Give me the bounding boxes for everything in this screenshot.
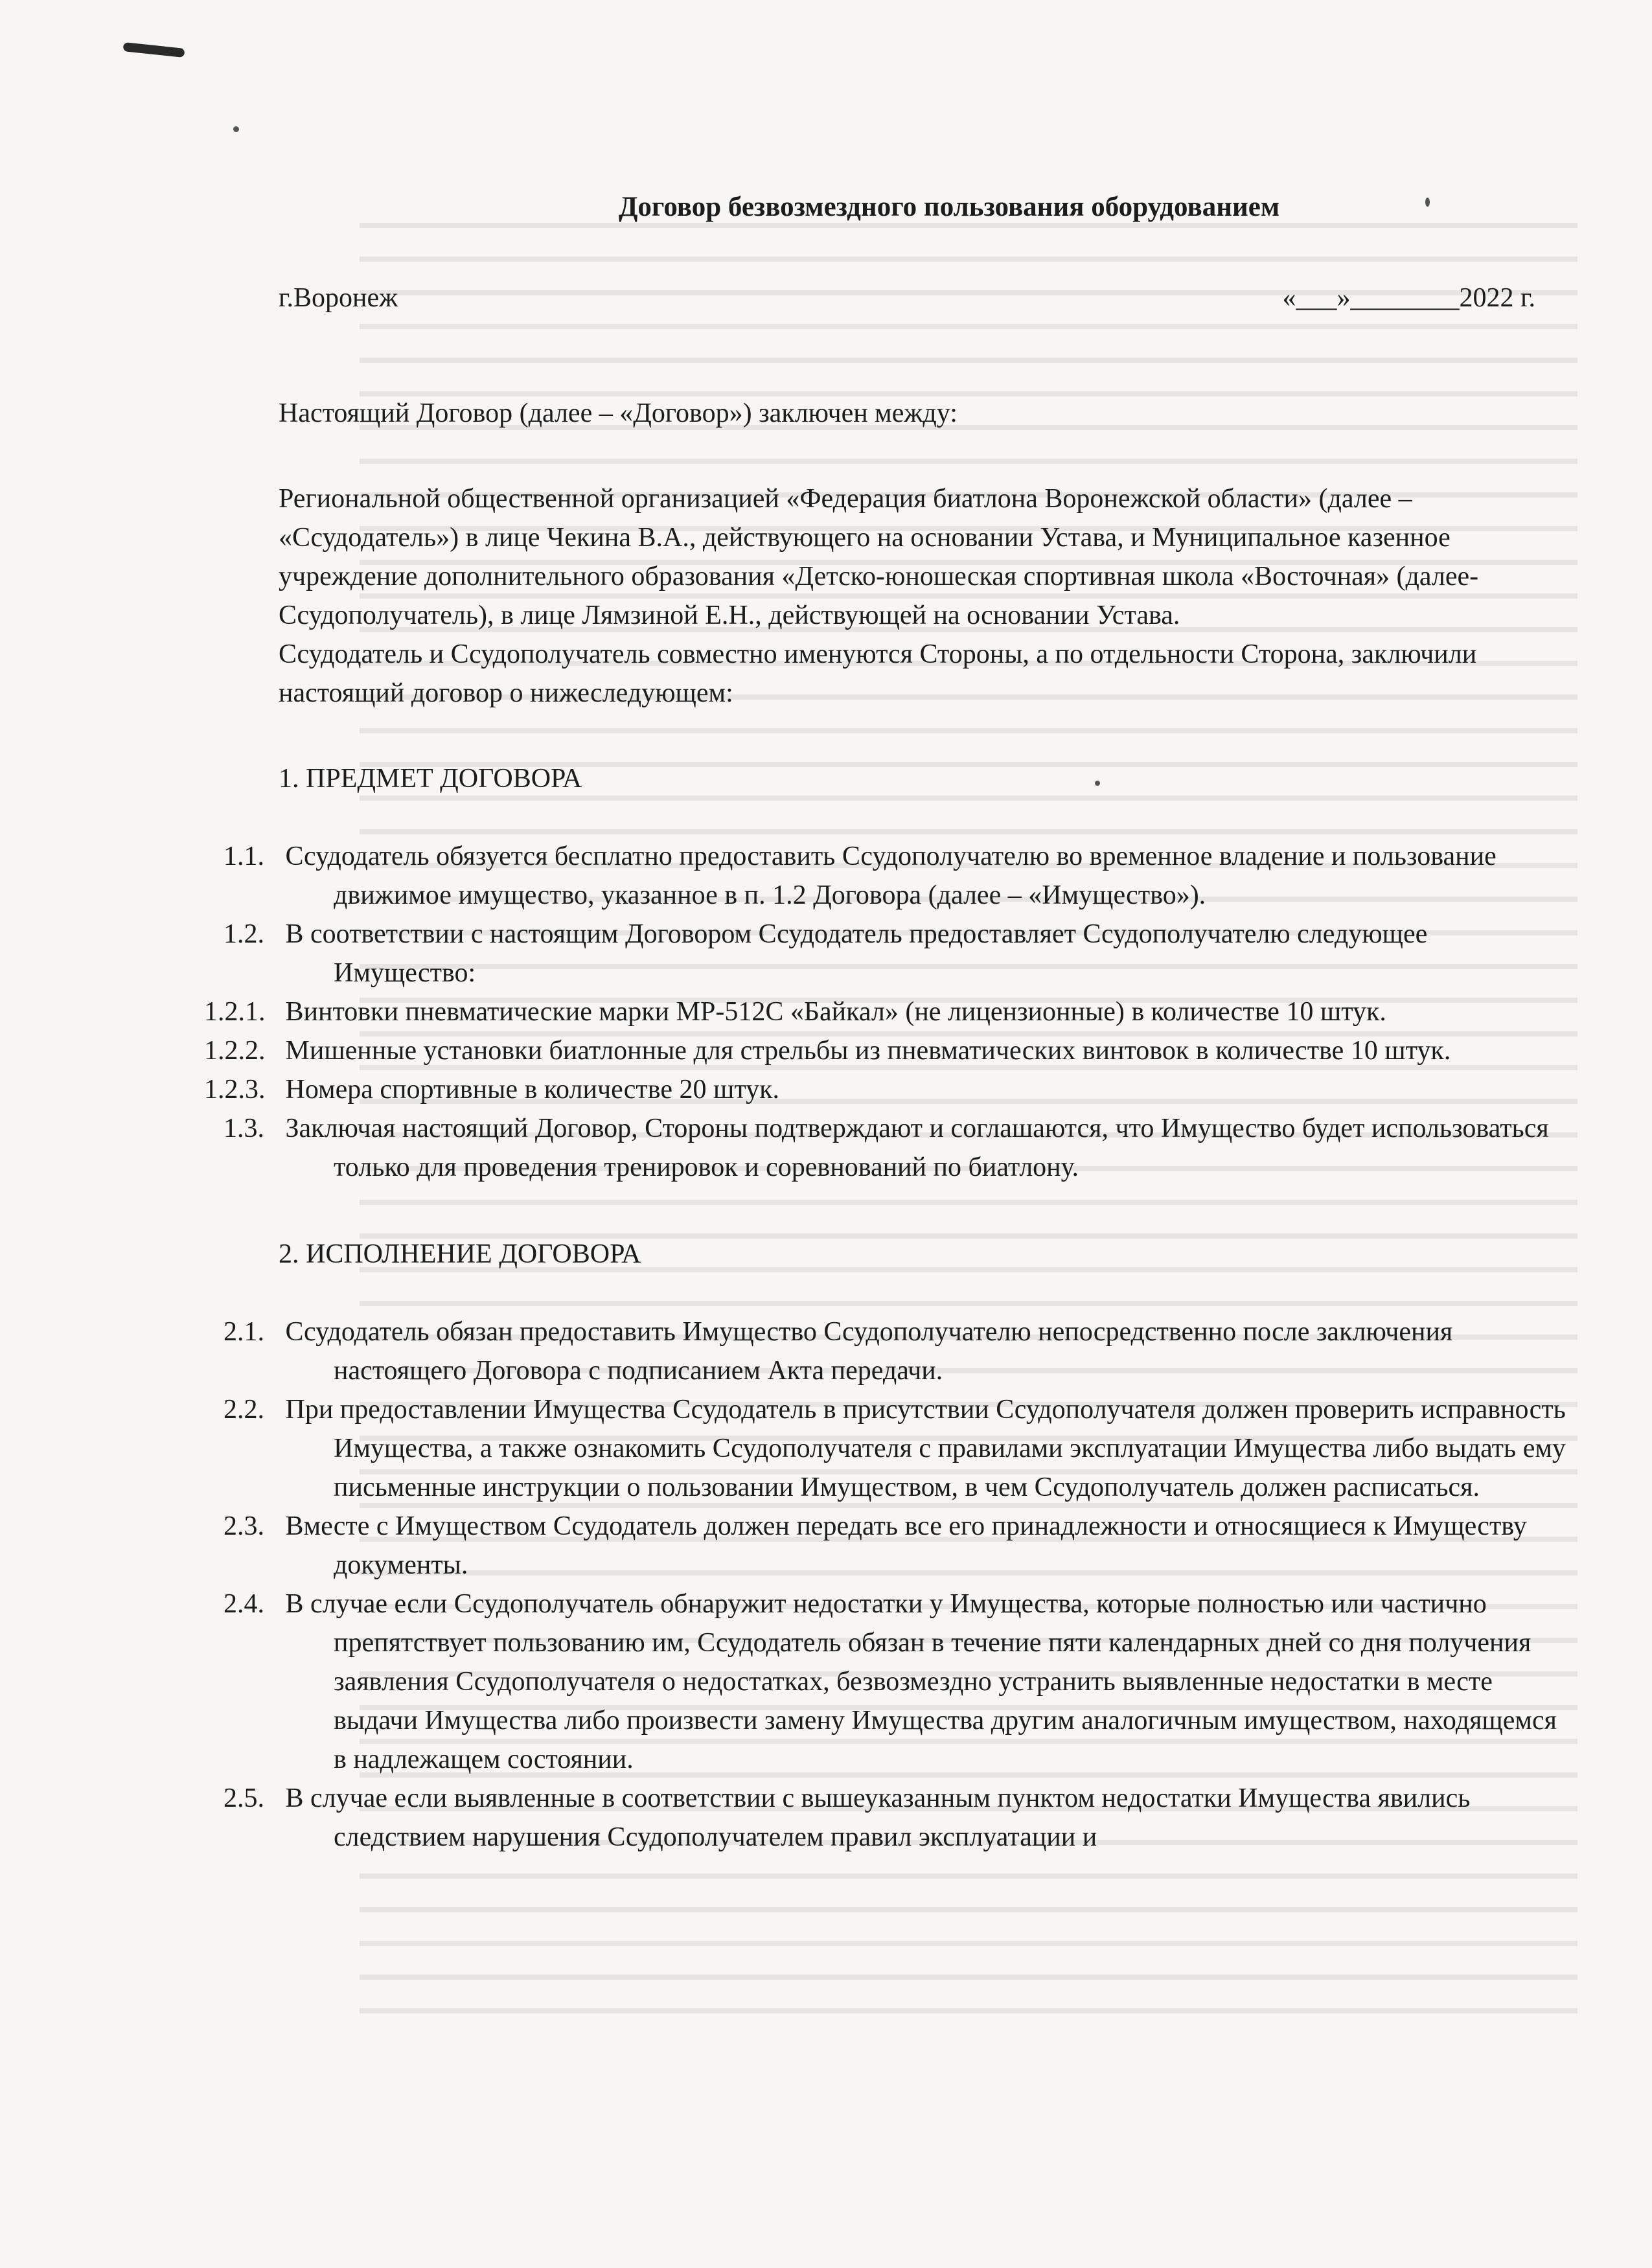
clause-text: Номера спортивные в количестве 20 штук. (285, 1075, 780, 1105)
section-heading: 2. ИСПОЛНЕНИЕ ДОГОВОРА (279, 1239, 641, 1269)
clause-text: Заключая настоящий Договор, Стороны подтверждают и соглашаются, что Имущество будет использоваться только для проведения тренировок и соревнований по биатлону. (285, 1114, 1549, 1182)
clause: 1.1. Ссудодатель обязуется бесплатно предоставить Ссудополучателю во временное владение и пользование движимое имущество, указанное в п. 1.2 Договора (далее – «Имущество»). (224, 842, 1497, 910)
clause: 2.4. В случае если Ссудополучатель обнаружит недостатки у Имущества, которые полностью или частично препятствует пользованию им, Ссудодатель обязан в течение пяти календарных дней со дня получения заявления Ссудополучателя о недостатках, безвозмездно устранить выявленные недостатки в месте выдачи Имущества либо произвести замену Имущества другим аналогичным имуществом, находящемся в надлежащем состоянии. (224, 1589, 1557, 1774)
clause: 1.2.3. Номера спортивные в количестве 20 штук. (204, 1075, 780, 1105)
clause-text: В соответствии с настоящим Договором Ссудодатель предоставляет Ссудополучателю следующее Имущество: (285, 919, 1428, 988)
clause: 1.2.1. Винтовки пневматические марки МР-512С «Байкал» (не лицензионные) в количестве 10 штук. (204, 997, 1386, 1027)
section-execution (224, 1235, 1568, 1857)
clause-text: Ссудодатель обязуется бесплатно предоставить Ссудополучателю во временное владение и пользование движимое имущество, указанное в п. 1.2 Договора (далее – «Имущество»). (285, 842, 1497, 910)
contract-date: «___»________2022 г. (1282, 283, 1535, 313)
clause: 2.1. Ссудодатель обязан предоставить Имущество Ссудополучателю непосредственно после заключения настоящего Договора с подписанием Акта передачи. (224, 1317, 1453, 1386)
clause: 1.2.2. Мишенные установки биатлонные для стрельбы из пневматических винтовок в количестве 10 штук. (204, 1036, 1451, 1066)
clause-text: В случае если Ссудополучатель обнаружит недостатки у Имущества, которые полностью или частично препятствует пользованию им, Ссудодатель обязан в течение пяти календарных дней со дня получения заявления Ссудополучателя о недостатках, безвозмездно устранить выявленные недостатки в месте выдачи Имущества либо произвести замену Имущества другим аналогичным имуществом, находящемся в надлежащем состоянии. (285, 1589, 1557, 1774)
intro-paragraph: Настоящий Договор (далее – «Договор») заключен между: (279, 398, 958, 428)
city-date-line (279, 279, 1568, 317)
clause: 2.5. В случае если выявленные в соответствии с вышеуказанным пунктом недостатки Имущества явились следствием нарушения Ссудополучателем правил эксплуатации и (224, 1783, 1471, 1852)
document-title: Договор безвозмездного пользования оборудованием (618, 192, 1280, 222)
parties-joint-paragraph: Ссудодатель и Ссудополучатель совместно именуются Стороны, а по отдельности Сторона, заключили настоящий договор о нижеследующем: (279, 639, 1477, 708)
city: г.Воронеж (279, 283, 398, 313)
section-subject (204, 759, 1568, 1187)
parties-paragraph: Региональной общественной организацией «Федерация биатлона Воронежской области» (далее – «Ссудодатель») в лице Чекина В.А., действующего на основании Устава, и Муниципальное казенное учреждение дополнительного образования «Детско-юношеская спортивная школа «Восточная» (далее- Ссудополучатель), в лице Лямзиной Е.Н., действующей на основании Устава. (279, 484, 1479, 630)
clause: 1.3. Заключая настоящий Договор, Стороны подтверждают и соглашаются, что Имущество будет использоваться только для проведения тренировок и соревнований по биатлону. (224, 1114, 1549, 1182)
clause: 2.2. При предоставлении Имущества Ссудодатель в присутствии Ссудополучателя должен проверить исправность Имущества, а также ознакомить Ссудополучателя с правилами эксплуатации Имущества либо выдать ему письменные инструкции о пользовании Имуществом, в чем Ссудополучатель должен расписаться. (224, 1395, 1566, 1502)
clause: 2.3. Вместе с Имуществом Ссудодатель должен передать все его принадлежности и относящиеся к Имуществу документы. (224, 1511, 1527, 1580)
clause-text: Мишенные установки биатлонные для стрельбы из пневматических винтовок в количестве 10 штук. (285, 1036, 1451, 1066)
document-page (204, 188, 1568, 1857)
clause-text: При предоставлении Имущества Ссудодатель в присутствии Ссудополучателя должен проверить исправность Имущества, а также ознакомить Ссудополучателя с правилами эксплуатации Имущества либо выдать ему письменные инструкции о пользовании Имуществом, в чем Ссудополучатель должен расписаться. (285, 1395, 1566, 1502)
clause-text: В случае если выявленные в соответствии с вышеуказанным пунктом недостатки Имущества явились следствием нарушения Ссудополучателем правил эксплуатации и (285, 1783, 1471, 1852)
section-gap (279, 1187, 1568, 1235)
parties-block (279, 479, 1568, 713)
clause-text: Ссудодатель обязан предоставить Имущество Ссудополучателю непосредственно после заключения настоящего Договора с подписанием Акта передачи. (285, 1317, 1453, 1386)
clause-text: Вместе с Имуществом Ссудодатель должен передать все его принадлежности и относящиеся к Имуществу документы. (285, 1511, 1527, 1580)
clause: 1.2. В соответствии с настоящим Договором Ссудодатель предоставляет Ссудополучателю следующее Имущество: (224, 919, 1428, 988)
clause-text: Винтовки пневматические марки МР-512С «Байкал» (не лицензионные) в количестве 10 штук. (285, 997, 1386, 1027)
scan-speck (233, 126, 239, 132)
section-heading: 1. ПРЕДМЕТ ДОГОВОРА (279, 764, 582, 794)
scan-pen-mark (123, 42, 185, 58)
